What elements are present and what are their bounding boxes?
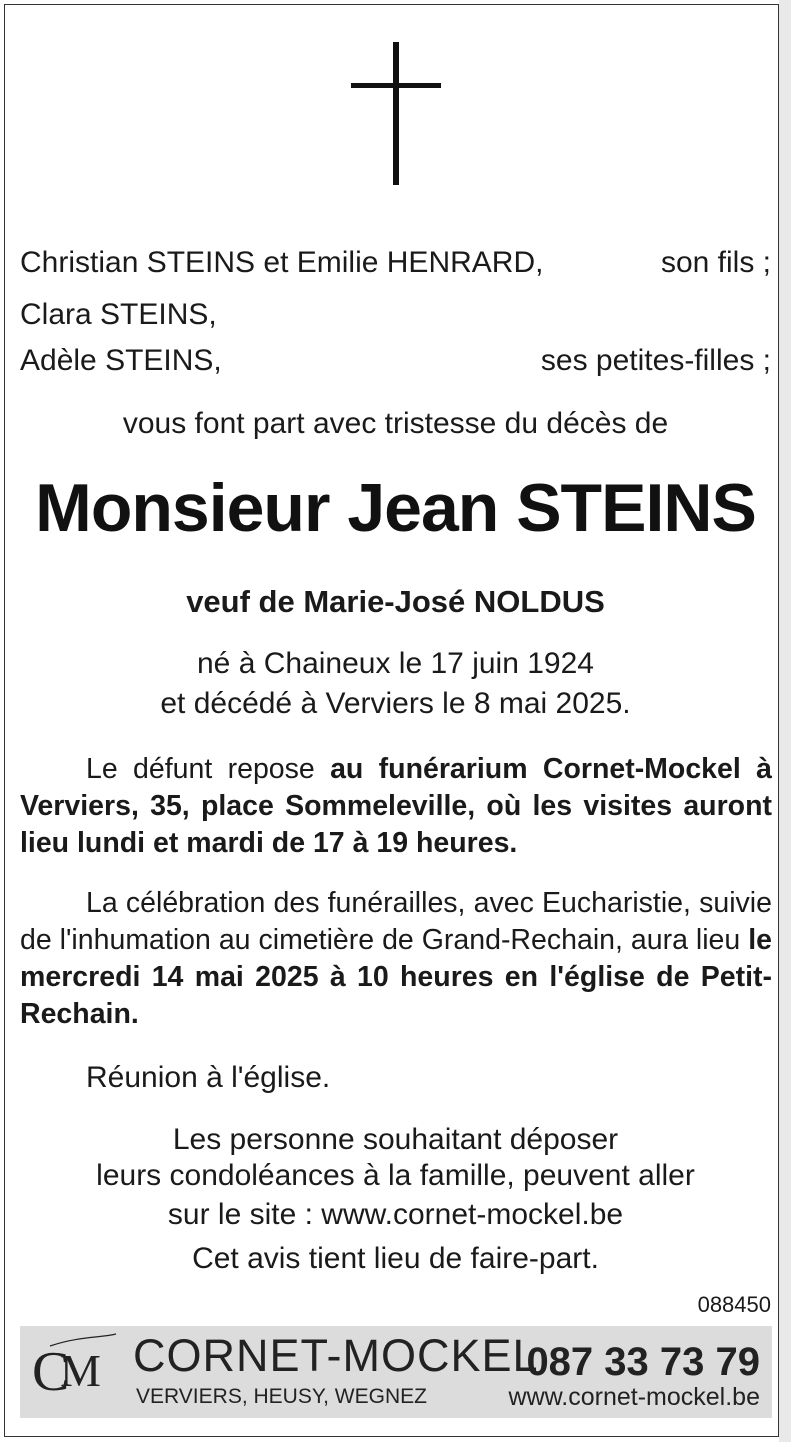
phone-number: 087 33 73 79 xyxy=(526,1340,760,1384)
son-relation: son fils ; xyxy=(660,246,771,279)
condolences-line-1: Les personne souhaitant déposer xyxy=(172,1123,619,1156)
cross-icon xyxy=(351,42,441,188)
svg-text:M: M xyxy=(60,1345,101,1396)
cornet-mockel-logo-icon xyxy=(30,1332,126,1410)
repose-paragraph xyxy=(20,751,772,862)
condolences-line-2: leurs condoléances à la famille, peuvent aller xyxy=(96,1159,695,1192)
svg-text:C: C xyxy=(32,1341,70,1403)
granddaughters-relation: ses petites-filles ; xyxy=(540,344,771,377)
funeral-details: le mercredi 14 mai 2025 à 10 heures en l'église de Petit-Rechain. xyxy=(20,924,772,1030)
reunion: Réunion à l'église. xyxy=(86,1061,331,1094)
deceased-name: Monsieur Jean STEINS xyxy=(35,470,756,546)
condolences-line-3: sur le site : www.cornet-mockel.be xyxy=(167,1198,624,1231)
widow-of: veuf de Marie-José NOLDUS xyxy=(186,584,605,619)
brand-name: CORNET-MOCKEL xyxy=(133,1330,539,1381)
death-info: et décédé à Verviers le 8 mai 2025. xyxy=(160,687,631,720)
granddaughter-2: Adèle STEINS, xyxy=(20,344,222,377)
funeral-intro: La célébration des funérailles, avec Eucharistie, suivie de l'inhumation au cimetière de Grand-Rechain, aura lieu xyxy=(20,887,772,956)
son-names: Christian STEINS et Emilie HENRARD, xyxy=(20,246,544,279)
funeral-paragraph xyxy=(20,885,772,1033)
reference-number: 088450 xyxy=(697,1292,771,1317)
notice: Cet avis tient lieu de faire-part. xyxy=(192,1242,599,1275)
announcement: vous font part avec tristesse du décès de xyxy=(122,407,669,440)
repose-details: au funérarium Cornet-Mockel à Verviers, 35, place Sommeleville, où les visites auront lieu lundi et mardi de 17 à 19 heures. xyxy=(20,753,772,859)
birth-info: né à Chaineux le 17 juin 1924 xyxy=(197,647,594,680)
locations: VERVIERS, HEUSY, WEGNEZ xyxy=(136,1385,427,1408)
website[interactable]: www.cornet-mockel.be xyxy=(508,1383,760,1411)
funeral-home-banner xyxy=(20,1326,772,1418)
repose-intro: Le défunt repose xyxy=(86,753,331,785)
granddaughter-1: Clara STEINS, xyxy=(20,298,217,331)
